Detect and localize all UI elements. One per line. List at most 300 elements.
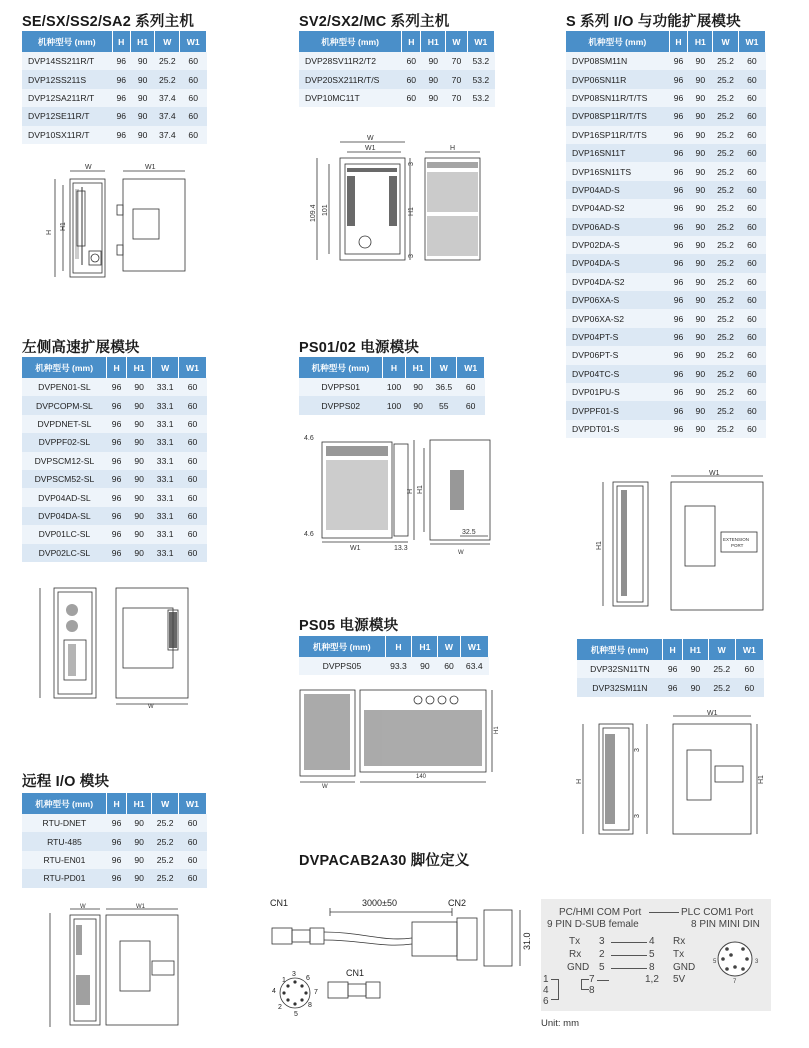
column-header: W xyxy=(431,357,457,378)
column-header: W xyxy=(438,636,460,657)
dim-cell: 90 xyxy=(688,162,713,180)
dim-cell: 25.2 xyxy=(713,291,739,309)
sv-dim-1094: 109.4 xyxy=(310,204,317,222)
dim-cell: 90 xyxy=(688,383,713,401)
dim-cell: 96 xyxy=(107,544,126,562)
model-cell: DVP04DA-S xyxy=(566,254,669,272)
table-row xyxy=(566,199,766,217)
dim-cell: 90 xyxy=(406,396,431,414)
dim-cell: 96 xyxy=(669,328,688,346)
dim-cell: 25.2 xyxy=(152,869,179,887)
table-row xyxy=(22,126,207,144)
s32-dim-3b: 3 xyxy=(634,814,641,818)
table-row xyxy=(22,832,207,850)
dim-cell: 25.2 xyxy=(152,851,179,869)
dim-cell: 90 xyxy=(131,89,155,107)
dim-cell: 100 xyxy=(382,396,405,414)
column-header: W1 xyxy=(178,357,206,378)
ps01-dim-325: 32.5 xyxy=(462,529,476,536)
spec-table-sv xyxy=(299,31,495,107)
dim-cell: 25.2 xyxy=(713,144,739,162)
dim-cell: 60 xyxy=(738,181,765,199)
dim-cell: 90 xyxy=(421,52,446,70)
dim-cell: 25.2 xyxy=(152,832,179,850)
model-cell: DVP10MC11T xyxy=(299,89,402,107)
sv-dim-3b: 3 xyxy=(408,254,415,258)
dim-cell: 96 xyxy=(669,162,688,180)
dim-cell: 37.4 xyxy=(155,107,180,125)
dim-cell: 60 xyxy=(178,814,206,832)
dim-cell: 37.4 xyxy=(155,89,180,107)
pin-row-3-a: 5 xyxy=(599,962,605,973)
pin-extra-right-label: 5V xyxy=(673,974,686,985)
dim-cell: 25.2 xyxy=(713,383,739,401)
rtu-dim-w: W xyxy=(80,904,86,910)
table-row xyxy=(566,401,766,419)
dim-cell: 90 xyxy=(131,70,155,88)
column-header: H xyxy=(663,639,683,660)
dim-cell: 53.2 xyxy=(467,89,494,107)
dim-cell: 96 xyxy=(669,401,688,419)
column-header: W xyxy=(155,31,180,52)
dim-cell: 25.2 xyxy=(713,126,739,144)
dim-cell: 60 xyxy=(402,89,421,107)
column-header: H1 xyxy=(682,639,708,660)
ps01-dim-46b: 4.6 xyxy=(304,531,314,538)
table-row xyxy=(299,396,485,414)
model-cell: RTU-DNET xyxy=(22,814,107,832)
table-row xyxy=(566,383,766,401)
dim-cell: 96 xyxy=(112,89,130,107)
dim-cell: 33.1 xyxy=(152,433,179,451)
column-header: W1 xyxy=(467,31,494,52)
ps01-dim-h: H xyxy=(407,488,414,494)
cn1-pin-5: 5 xyxy=(294,1011,298,1018)
section-title-left: 左侧高速扩展模块 xyxy=(22,340,140,356)
spec-table-rtu xyxy=(22,793,207,888)
section-title-sv: SV2/SX2/MC 系列主机 xyxy=(299,14,450,30)
cable-drawing xyxy=(262,892,542,1020)
cable-cn1-label: CN1 xyxy=(270,898,289,908)
dim-cell: 90 xyxy=(131,107,155,125)
dim-cell: 90 xyxy=(126,814,152,832)
dim-cell: 70 xyxy=(446,52,467,70)
column-header: H xyxy=(107,357,126,378)
dim-cell: 33.1 xyxy=(152,415,179,433)
dim-cell: 96 xyxy=(107,507,126,525)
cn1-pin-1: 1 xyxy=(282,977,286,984)
dim-cell: 25.2 xyxy=(152,814,179,832)
dim-cell: 25.2 xyxy=(713,365,739,383)
dim-cell: 96 xyxy=(669,199,688,217)
dim-cell: 60 xyxy=(738,52,765,70)
s-dim-h1: H1 xyxy=(596,541,603,550)
dim-cell: 96 xyxy=(669,107,688,125)
dim-cell: 37.4 xyxy=(155,126,180,144)
model-cell: DVP12SA211R/T xyxy=(22,89,112,107)
model-cell: DVPDT01-S xyxy=(566,420,669,438)
dim-cell: 33.1 xyxy=(152,507,179,525)
cable-width-label: 31.0 xyxy=(522,932,532,950)
column-header: W xyxy=(152,793,179,814)
dim-cell: 96 xyxy=(669,144,688,162)
pin-row-1-sig: Tx xyxy=(569,936,581,947)
dim-cell: 25.2 xyxy=(155,52,180,70)
ps01-dim-w: W xyxy=(458,550,464,556)
table-row xyxy=(566,70,766,88)
dim-cell: 25.2 xyxy=(713,273,739,291)
s-module-dimension-drawing xyxy=(585,470,775,615)
dim-cell: 90 xyxy=(406,378,431,396)
model-cell: DVPPS05 xyxy=(299,657,385,675)
dim-cell: 90 xyxy=(688,273,713,291)
model-cell: DVP01LC-SL xyxy=(22,525,107,543)
dim-cell: 90 xyxy=(688,89,713,107)
dim-cell: 60 xyxy=(402,70,421,88)
model-cell: DVP06PT-S xyxy=(566,346,669,364)
column-header: H xyxy=(112,31,130,52)
left-dim-w: W xyxy=(148,704,154,710)
dim-cell: 60 xyxy=(178,832,206,850)
column-header: 机种型号 (mm) xyxy=(22,793,107,814)
din-pin-5: 5 xyxy=(713,959,717,965)
model-cell: DVP04PT-S xyxy=(566,328,669,346)
model-cell: DVPEN01-SL xyxy=(22,378,107,396)
dim-cell: 90 xyxy=(126,525,152,543)
model-cell: DVPPS02 xyxy=(299,396,382,414)
dim-cell: 60 xyxy=(738,144,765,162)
model-cell: DVP08SP11R/T/TS xyxy=(566,107,669,125)
cable-cn1-label-2: CN1 xyxy=(346,968,365,978)
table-row xyxy=(566,291,766,309)
dim-cell: 33.1 xyxy=(152,544,179,562)
dim-cell: 60 xyxy=(457,378,485,396)
model-cell: DVP06XA-S xyxy=(566,291,669,309)
table-row xyxy=(22,869,207,887)
dim-cell: 90 xyxy=(682,660,708,678)
dim-cell: 25.2 xyxy=(713,70,739,88)
sv-dim-3a: 3 xyxy=(408,162,415,166)
dim-cell: 96 xyxy=(107,378,126,396)
pin-row-2-sig2: Tx xyxy=(673,949,685,960)
sv-dim-h-top: H xyxy=(450,145,456,152)
dim-cell: 96 xyxy=(669,273,688,291)
plc-port-subtitle: 8 PIN MINI DIN xyxy=(691,919,760,930)
dim-cell: 25.2 xyxy=(713,181,739,199)
table-row xyxy=(299,378,485,396)
dim-cell: 33.1 xyxy=(152,452,179,470)
dim-cell: 90 xyxy=(688,126,713,144)
dim-cell: 60 xyxy=(178,415,206,433)
dim-cell: 25.2 xyxy=(713,309,739,327)
section-title-ps01: PS01/02 电源模块 xyxy=(299,340,420,356)
table-row xyxy=(22,378,207,396)
dim-cell: 96 xyxy=(107,814,126,832)
dim-cell: 96 xyxy=(669,365,688,383)
cn1-pin-2: 2 xyxy=(278,1004,282,1011)
dim-cell: 60 xyxy=(457,396,485,414)
din-pin-3: 3 xyxy=(755,959,759,965)
column-header: H1 xyxy=(412,636,438,657)
dim-cell: 96 xyxy=(669,291,688,309)
dim-cell: 90 xyxy=(688,218,713,236)
model-cell: DVP20SX211R/T/S xyxy=(299,70,402,88)
dim-cell: 96 xyxy=(669,254,688,272)
dim-cell: 96 xyxy=(669,126,688,144)
model-cell: DVP02LC-SL xyxy=(22,544,107,562)
dim-cell: 25.2 xyxy=(713,199,739,217)
model-cell: DVP04AD-S2 xyxy=(566,199,669,217)
section-title-se: SE/SX/SS2/SA2 系列主机 xyxy=(22,14,195,30)
se-dimension-drawing xyxy=(45,165,195,295)
table-row xyxy=(22,89,207,107)
jumper1-pin-6: 6 xyxy=(543,996,549,1007)
pin-row-1-sig2: Rx xyxy=(673,936,686,947)
dim-cell: 96 xyxy=(107,396,126,414)
table-row xyxy=(299,52,495,70)
jumper1-pin-4: 4 xyxy=(543,985,549,996)
dim-cell: 60 xyxy=(178,851,206,869)
dim-cell: 96 xyxy=(669,89,688,107)
pc-port-subtitle: 9 PIN D-SUB female xyxy=(547,919,639,930)
dim-cell: 60 xyxy=(178,433,206,451)
dim-cell: 96 xyxy=(669,346,688,364)
dim-cell: 90 xyxy=(688,254,713,272)
table-row xyxy=(566,218,766,236)
sv-dimension-drawing xyxy=(305,132,495,272)
dim-cell: 90 xyxy=(131,126,155,144)
jumper2-pin-8: 8 xyxy=(589,985,595,996)
dim-cell: 36.5 xyxy=(431,378,457,396)
dim-cell: 25.2 xyxy=(155,70,180,88)
dim-cell: 60 xyxy=(180,107,207,125)
s32-dim-3a: 3 xyxy=(634,748,641,752)
dim-cell: 96 xyxy=(669,52,688,70)
dim-cell: 60 xyxy=(738,401,765,419)
dim-cell: 33.1 xyxy=(152,525,179,543)
sv-dim-101: 101 xyxy=(322,204,329,216)
column-header: W1 xyxy=(735,639,763,660)
model-cell: RTU-EN01 xyxy=(22,851,107,869)
model-cell: DVP04AD-SL xyxy=(22,488,107,506)
table-row xyxy=(577,660,764,678)
table-row xyxy=(22,452,207,470)
spec-table-left xyxy=(22,357,207,562)
ps05-dim-w: W xyxy=(322,784,328,790)
table-row xyxy=(22,470,207,488)
pin-row-3-sig: GND xyxy=(567,962,590,973)
dim-cell: 96 xyxy=(107,869,126,887)
model-cell: DVP08SN11R/T/TS xyxy=(566,89,669,107)
dim-cell: 90 xyxy=(688,52,713,70)
column-header: H1 xyxy=(688,31,713,52)
model-cell: DVP08SM11N xyxy=(566,52,669,70)
dim-cell: 96 xyxy=(107,525,126,543)
table-row xyxy=(299,70,495,88)
column-header: H xyxy=(382,357,405,378)
model-cell: DVPPF01-S xyxy=(566,401,669,419)
dim-cell: 25.2 xyxy=(708,660,735,678)
column-header: 机种型号 (mm) xyxy=(566,31,669,52)
table-row xyxy=(22,544,207,562)
column-header: W xyxy=(446,31,467,52)
dim-cell: 25.2 xyxy=(713,162,739,180)
model-cell: RTU-PD01 xyxy=(22,869,107,887)
dim-cell: 60 xyxy=(738,199,765,217)
model-cell: DVP04AD-S xyxy=(566,181,669,199)
model-cell: DVP06AD-S xyxy=(566,218,669,236)
dim-cell: 60 xyxy=(178,470,206,488)
model-cell: DVP02DA-S xyxy=(566,236,669,254)
table-row xyxy=(566,420,766,438)
column-header: 机种型号 (mm) xyxy=(299,636,385,657)
dim-cell: 33.1 xyxy=(152,396,179,414)
dim-cell: 55 xyxy=(431,396,457,414)
table-row xyxy=(22,488,207,506)
model-cell: DVPSCM52-SL xyxy=(22,470,107,488)
s32-dim-w1: W1 xyxy=(707,710,718,717)
dim-cell: 60 xyxy=(738,70,765,88)
table-row xyxy=(22,433,207,451)
dim-cell: 90 xyxy=(421,70,446,88)
dim-cell: 60 xyxy=(738,383,765,401)
plc-port-title: PLC COM1 Port xyxy=(681,907,754,918)
pin-row-1-b: 4 xyxy=(649,936,655,947)
rtu-dimension-drawing xyxy=(40,905,190,1035)
dim-cell: 90 xyxy=(688,70,713,88)
pin-row-2-a: 2 xyxy=(599,949,605,960)
dim-cell: 90 xyxy=(688,365,713,383)
dim-cell: 60 xyxy=(738,162,765,180)
pin-row-3-b: 8 xyxy=(649,962,655,973)
dim-cell: 60 xyxy=(735,678,763,696)
pin-row-2-b: 5 xyxy=(649,949,655,960)
dim-cell: 96 xyxy=(107,433,126,451)
table-row xyxy=(566,236,766,254)
dim-cell: 60 xyxy=(178,544,206,562)
dim-cell: 90 xyxy=(126,396,152,414)
dim-cell: 25.2 xyxy=(713,254,739,272)
table-row xyxy=(22,107,207,125)
cn1-pin-7: 7 xyxy=(314,989,318,996)
table-row xyxy=(566,309,766,327)
se-dim-w1: W1 xyxy=(145,164,156,171)
s32-dim-h1: H1 xyxy=(758,775,765,784)
dim-cell: 90 xyxy=(682,678,708,696)
column-header: W1 xyxy=(457,357,485,378)
column-header: H xyxy=(402,31,421,52)
dim-cell: 96 xyxy=(112,107,130,125)
dim-cell: 60 xyxy=(738,291,765,309)
model-cell: DVP10SX11R/T xyxy=(22,126,112,144)
table-row xyxy=(566,162,766,180)
dim-cell: 60 xyxy=(178,488,206,506)
column-header: W xyxy=(152,357,179,378)
column-header: H xyxy=(669,31,688,52)
model-cell: DVPCOPM-SL xyxy=(22,396,107,414)
dim-cell: 60 xyxy=(180,52,207,70)
dim-cell: 53.2 xyxy=(467,52,494,70)
table-row xyxy=(566,52,766,70)
dim-cell: 96 xyxy=(107,470,126,488)
dim-cell: 60 xyxy=(178,507,206,525)
dim-cell: 96 xyxy=(669,420,688,438)
se-dim-w: W xyxy=(85,164,92,171)
column-header: H xyxy=(385,636,412,657)
column-header: 机种型号 (mm) xyxy=(299,31,402,52)
s32-dim-h: H xyxy=(576,778,583,784)
dim-cell: 90 xyxy=(688,236,713,254)
din-pin-7: 7 xyxy=(733,979,737,985)
ps01-dim-h1: H1 xyxy=(417,485,424,494)
table-row xyxy=(566,328,766,346)
table-row xyxy=(22,851,207,869)
dim-cell: 90 xyxy=(126,415,152,433)
se-dim-h: H xyxy=(46,229,53,235)
dim-cell: 60 xyxy=(180,126,207,144)
model-cell: DVP16SN11TS xyxy=(566,162,669,180)
dim-cell: 90 xyxy=(126,851,152,869)
column-header: W xyxy=(713,31,739,52)
model-cell: DVP14SS211R/T xyxy=(22,52,112,70)
sv-dim-h1-side: H1 xyxy=(408,207,415,216)
cable-cn2-label: CN2 xyxy=(448,898,467,908)
dim-cell: 90 xyxy=(688,144,713,162)
model-cell: DVP04DA-S2 xyxy=(566,273,669,291)
table-row xyxy=(22,52,207,70)
spec-table-ps01 xyxy=(299,357,485,415)
dim-cell: 60 xyxy=(178,869,206,887)
dim-cell: 96 xyxy=(663,678,683,696)
rtu-dim-w1: W1 xyxy=(136,904,145,910)
sv-dim-w: W xyxy=(367,135,374,142)
dim-cell: 100 xyxy=(382,378,405,396)
model-cell: DVP16SP11R/T/TS xyxy=(566,126,669,144)
dim-cell: 96 xyxy=(669,181,688,199)
table-row xyxy=(566,89,766,107)
table-row xyxy=(22,814,207,832)
dim-cell: 53.2 xyxy=(467,70,494,88)
dim-cell: 90 xyxy=(688,309,713,327)
dim-cell: 60 xyxy=(178,378,206,396)
model-cell: DVPSCM12-SL xyxy=(22,452,107,470)
dim-cell: 90 xyxy=(688,181,713,199)
table-row xyxy=(566,181,766,199)
dim-cell: 90 xyxy=(688,420,713,438)
dim-cell: 60 xyxy=(738,218,765,236)
dim-cell: 90 xyxy=(688,328,713,346)
dim-cell: 96 xyxy=(663,660,683,678)
cn1-pin-4: 4 xyxy=(272,988,276,995)
dim-cell: 60 xyxy=(438,657,460,675)
dim-cell: 60 xyxy=(738,365,765,383)
model-cell: DVP01PU-S xyxy=(566,383,669,401)
dim-cell: 90 xyxy=(688,199,713,217)
cable-length-label: 3000±50 xyxy=(362,898,397,908)
table-row xyxy=(566,107,766,125)
dim-cell: 90 xyxy=(126,507,152,525)
column-header: 机种型号 (mm) xyxy=(22,31,112,52)
table-row xyxy=(22,70,207,88)
dim-cell: 96 xyxy=(669,236,688,254)
dim-cell: 60 xyxy=(738,420,765,438)
ps01-dim-133: 13.3 xyxy=(394,545,408,552)
dim-cell: 25.2 xyxy=(713,218,739,236)
pin-extra-right: 1,2 xyxy=(645,974,659,985)
table-row xyxy=(566,365,766,383)
model-cell: DVPPF02-SL xyxy=(22,433,107,451)
dim-cell: 96 xyxy=(112,52,130,70)
